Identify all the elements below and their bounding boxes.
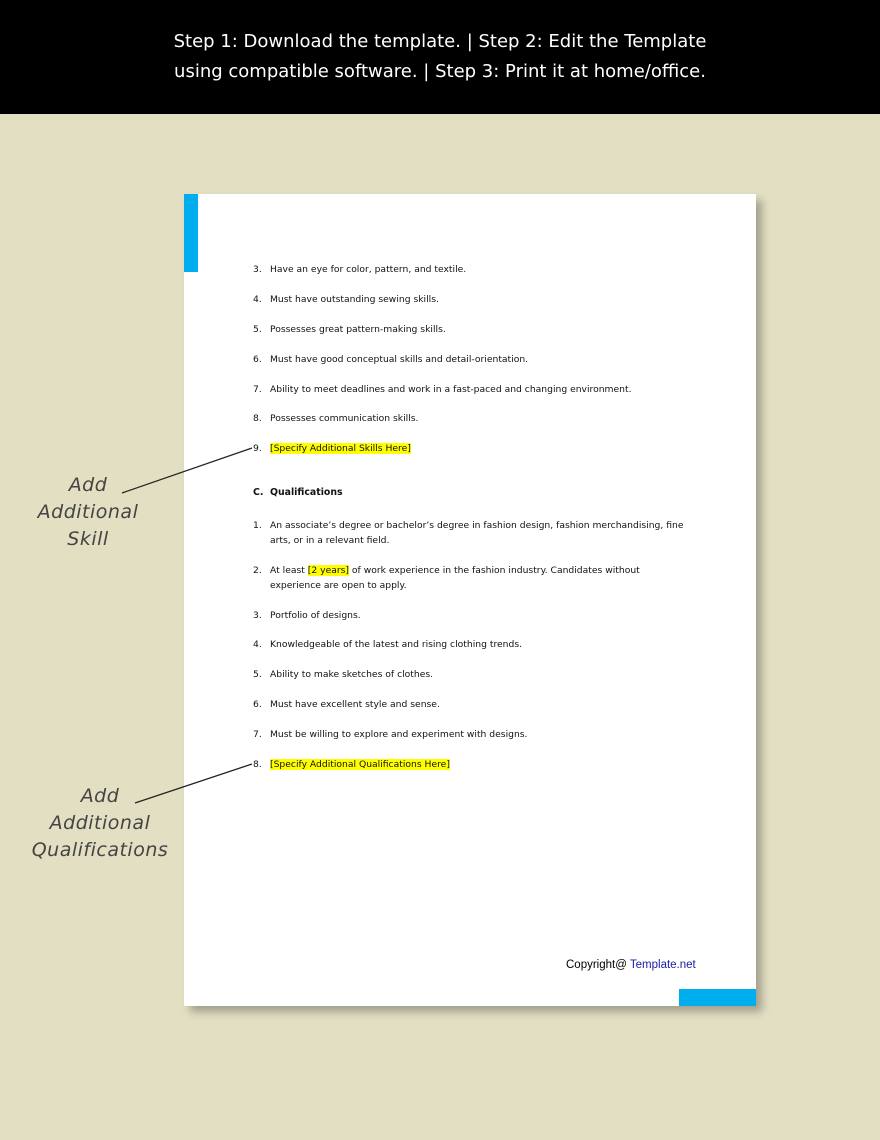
list-number: 6. xyxy=(253,699,262,710)
list-number: 5. xyxy=(253,669,262,680)
template-link[interactable]: Template.net xyxy=(629,959,696,971)
list-item xyxy=(253,262,690,277)
banner-line-1: Step 1: Download the template. | Step 2: Edit the Template xyxy=(173,31,707,52)
list-item xyxy=(253,563,690,593)
copyright-notice xyxy=(566,959,696,971)
list-item xyxy=(253,518,690,548)
text-before: At least xyxy=(270,565,308,576)
list-item xyxy=(253,292,690,307)
list-item xyxy=(253,411,690,426)
list-number: 6. xyxy=(253,354,262,365)
list-number: 9. xyxy=(253,443,262,454)
callout-add-skill xyxy=(18,472,158,553)
list-number: 3. xyxy=(253,264,262,275)
list-text: Portfolio of designs. xyxy=(270,610,361,621)
list-item xyxy=(253,667,690,682)
list-number: 7. xyxy=(253,729,262,740)
placeholder-highlight[interactable]: [2 years] xyxy=(307,565,350,576)
banner-line-2: using compatible software. | Step 3: Print it at home/office. xyxy=(174,61,706,82)
list-item xyxy=(253,352,690,367)
list-number: 8. xyxy=(253,413,262,424)
list-text: Possesses communication skills. xyxy=(270,413,419,424)
list-item xyxy=(253,697,690,712)
list-text: An associate’s degree or bachelor’s degree in fashion design, fashion merchandising, fine arts, or in a relevant field. xyxy=(270,520,684,546)
callout-line: Additional xyxy=(49,812,151,834)
callout-line: Qualifications xyxy=(31,839,169,861)
list-text: Must have outstanding sewing skills. xyxy=(270,294,439,305)
list-text xyxy=(270,563,690,593)
list-number: 4. xyxy=(253,639,262,650)
list-text: Must have good conceptual skills and detail-orientation. xyxy=(270,354,529,365)
accent-bar-top xyxy=(184,194,198,272)
accent-bar-bottom xyxy=(679,989,756,1006)
text-after: of work experience in the fashion industry. Candidates without experience are open to apply. xyxy=(270,565,640,591)
list-number: 2. xyxy=(253,565,262,576)
callout-add-qualifications xyxy=(20,783,180,864)
list-item xyxy=(253,441,690,456)
list-item xyxy=(253,382,690,397)
list-text: Ability to make sketches of clothes. xyxy=(270,669,434,680)
document-page xyxy=(184,194,756,1006)
list-item xyxy=(253,727,690,742)
list-text: Must be willing to explore and experiment with designs. xyxy=(270,729,528,740)
list-text: Have an eye for color, pattern, and textile. xyxy=(270,264,467,275)
list-number: 4. xyxy=(253,294,262,305)
callout-line: Additional xyxy=(37,501,139,523)
section-heading xyxy=(253,487,343,498)
list-item xyxy=(253,757,690,772)
callout-line: Add xyxy=(80,785,120,807)
list-number: 7. xyxy=(253,384,262,395)
callout-line: Skill xyxy=(67,528,109,550)
instructions-banner xyxy=(0,0,880,114)
placeholder-highlight[interactable]: [Specify Additional Skills Here] xyxy=(270,443,411,454)
list-item xyxy=(253,608,690,623)
list-text: Must have excellent style and sense. xyxy=(270,699,440,710)
list-number: 5. xyxy=(253,324,262,335)
list-number: 8. xyxy=(253,759,262,770)
section-title: Qualifications xyxy=(270,487,343,498)
list-number: 3. xyxy=(253,610,262,621)
section-letter: C. xyxy=(253,487,264,498)
list-number: 1. xyxy=(253,520,262,531)
callout-line: Add xyxy=(68,474,108,496)
list-text: Ability to meet deadlines and work in a fast-paced and changing environment. xyxy=(270,384,632,395)
list-item xyxy=(253,322,690,337)
copyright-prefix: Copyright@ xyxy=(566,959,630,971)
list-text: Knowledgeable of the latest and rising clothing trends. xyxy=(270,639,523,650)
list-text: Possesses great pattern-making skills. xyxy=(270,324,446,335)
list-item xyxy=(253,637,690,652)
placeholder-highlight[interactable]: [Specify Additional Qualifications Here] xyxy=(270,759,450,770)
